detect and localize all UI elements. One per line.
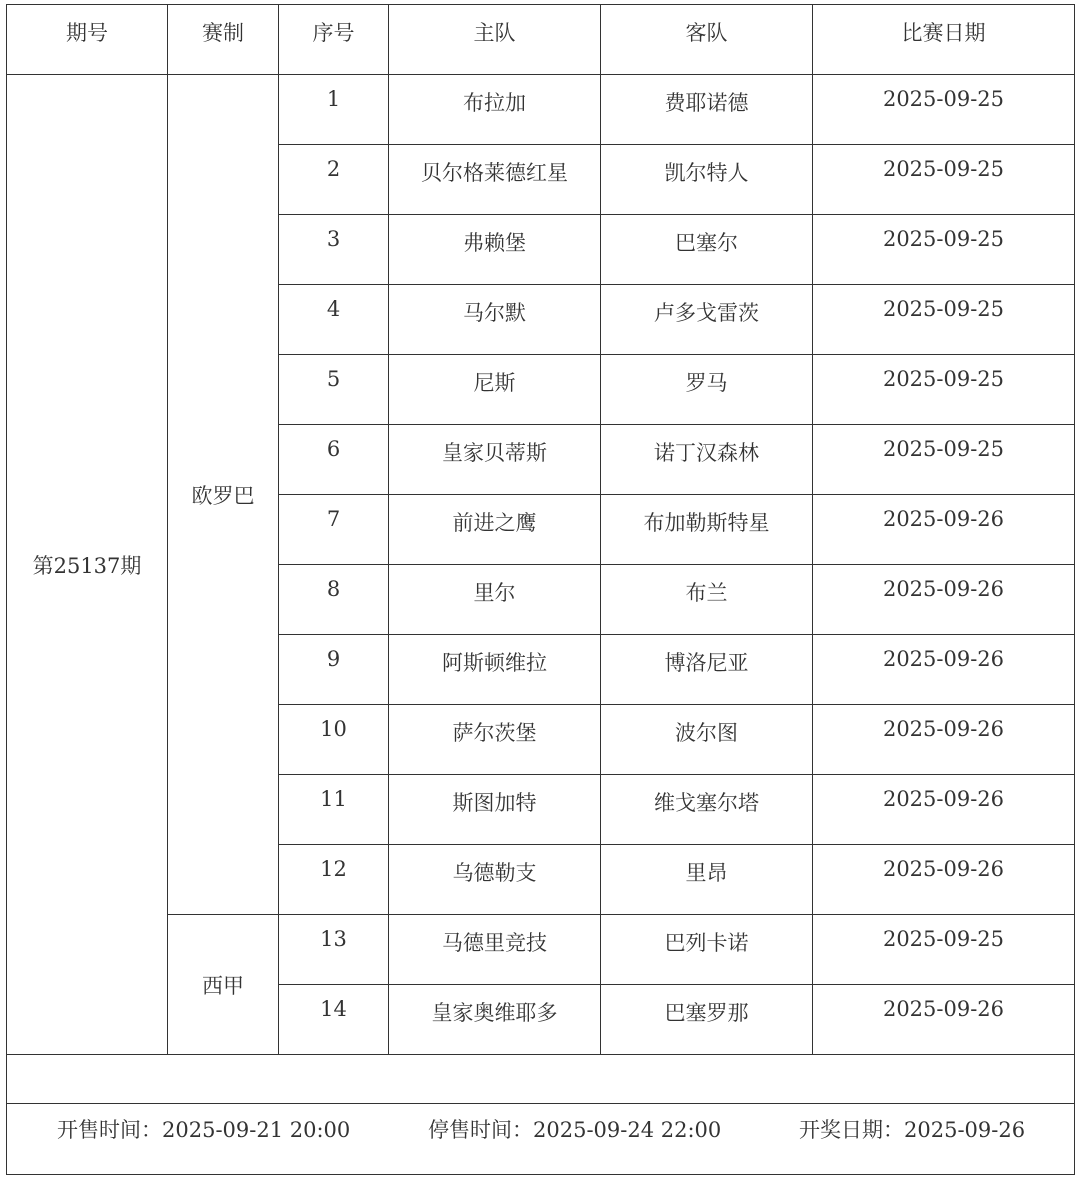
home-team-cell: 弗赖堡 xyxy=(389,215,601,285)
match-number-cell: 11 xyxy=(279,775,389,845)
away-team-cell: 卢多戈雷茨 xyxy=(601,285,813,355)
match-number-cell: 4 xyxy=(279,285,389,355)
away-team-cell: 博洛尼亚 xyxy=(601,635,813,705)
home-team-cell: 马德里竞技 xyxy=(389,915,601,985)
home-team-cell: 皇家奥维耶多 xyxy=(389,985,601,1055)
away-team-cell: 罗马 xyxy=(601,355,813,425)
home-team-cell: 乌德勒支 xyxy=(389,845,601,915)
match-date-cell: 2025-09-26 xyxy=(813,705,1075,775)
home-team-cell: 里尔 xyxy=(389,565,601,635)
match-date-cell: 2025-09-26 xyxy=(813,775,1075,845)
home-team-cell: 布拉加 xyxy=(389,75,601,145)
match-date-cell: 2025-09-25 xyxy=(813,915,1075,985)
match-date-cell: 2025-09-25 xyxy=(813,145,1075,215)
home-team-cell: 贝尔格莱德红星 xyxy=(389,145,601,215)
match-date-cell: 2025-09-25 xyxy=(813,215,1075,285)
home-team-cell: 斯图加特 xyxy=(389,775,601,845)
match-date-cell: 2025-09-26 xyxy=(813,495,1075,565)
match-number-cell: 8 xyxy=(279,565,389,635)
match-number-cell: 7 xyxy=(279,495,389,565)
blank-cell xyxy=(7,1055,1075,1104)
match-number-cell: 5 xyxy=(279,355,389,425)
away-team-cell: 巴塞尔 xyxy=(601,215,813,285)
home-team-cell: 前进之鹰 xyxy=(389,495,601,565)
match-number-cell: 2 xyxy=(279,145,389,215)
match-date-cell: 2025-09-26 xyxy=(813,985,1075,1055)
header-issue: 期号 xyxy=(7,5,168,75)
footer-info xyxy=(7,1114,1074,1154)
league-cell: 欧罗巴 xyxy=(168,75,279,915)
match-date-cell: 2025-09-26 xyxy=(813,565,1075,635)
header-format: 赛制 xyxy=(168,5,279,75)
home-team-cell: 马尔默 xyxy=(389,285,601,355)
match-date-cell: 2025-09-26 xyxy=(813,845,1075,915)
match-number-cell: 14 xyxy=(279,985,389,1055)
table-row xyxy=(7,915,1075,985)
home-team-cell: 皇家贝蒂斯 xyxy=(389,425,601,495)
sale-stop-time: 停售时间：2025-09-24 22:00 xyxy=(428,1118,722,1142)
table-row xyxy=(7,75,1075,145)
match-number-cell: 6 xyxy=(279,425,389,495)
home-team-cell: 萨尔茨堡 xyxy=(389,705,601,775)
away-team-cell: 巴列卡诺 xyxy=(601,915,813,985)
away-team-cell: 里昂 xyxy=(601,845,813,915)
home-team-cell: 阿斯顿维拉 xyxy=(389,635,601,705)
away-team-cell: 诺丁汉森林 xyxy=(601,425,813,495)
away-team-cell: 凯尔特人 xyxy=(601,145,813,215)
match-number-cell: 3 xyxy=(279,215,389,285)
away-team-cell: 费耶诺德 xyxy=(601,75,813,145)
match-date-cell: 2025-09-26 xyxy=(813,635,1075,705)
match-date-cell: 2025-09-25 xyxy=(813,355,1075,425)
match-number-cell: 13 xyxy=(279,915,389,985)
away-team-cell: 巴塞罗那 xyxy=(601,985,813,1055)
match-number-cell: 9 xyxy=(279,635,389,705)
away-team-cell: 布兰 xyxy=(601,565,813,635)
footer-cell xyxy=(7,1104,1075,1175)
draw-date: 开奖日期：2025-09-26 xyxy=(799,1118,1026,1142)
header-away-team: 客队 xyxy=(601,5,813,75)
header-match-date: 比赛日期 xyxy=(813,5,1075,75)
match-date-cell: 2025-09-25 xyxy=(813,425,1075,495)
match-number-cell: 10 xyxy=(279,705,389,775)
match-schedule-table xyxy=(6,4,1075,1175)
league-cell: 西甲 xyxy=(168,915,279,1055)
away-team-cell: 波尔图 xyxy=(601,705,813,775)
match-date-cell: 2025-09-25 xyxy=(813,75,1075,145)
header-home-team: 主队 xyxy=(389,5,601,75)
match-number-cell: 12 xyxy=(279,845,389,915)
home-team-cell: 尼斯 xyxy=(389,355,601,425)
match-date-cell: 2025-09-25 xyxy=(813,285,1075,355)
header-row xyxy=(7,5,1075,75)
match-number-cell: 1 xyxy=(279,75,389,145)
away-team-cell: 维戈塞尔塔 xyxy=(601,775,813,845)
header-number: 序号 xyxy=(279,5,389,75)
away-team-cell: 布加勒斯特星 xyxy=(601,495,813,565)
footer-row xyxy=(7,1104,1075,1175)
sale-start-time: 开售时间：2025-09-21 20:00 xyxy=(57,1118,351,1142)
blank-row xyxy=(7,1055,1075,1104)
issue-cell: 第25137期 xyxy=(7,75,168,1055)
